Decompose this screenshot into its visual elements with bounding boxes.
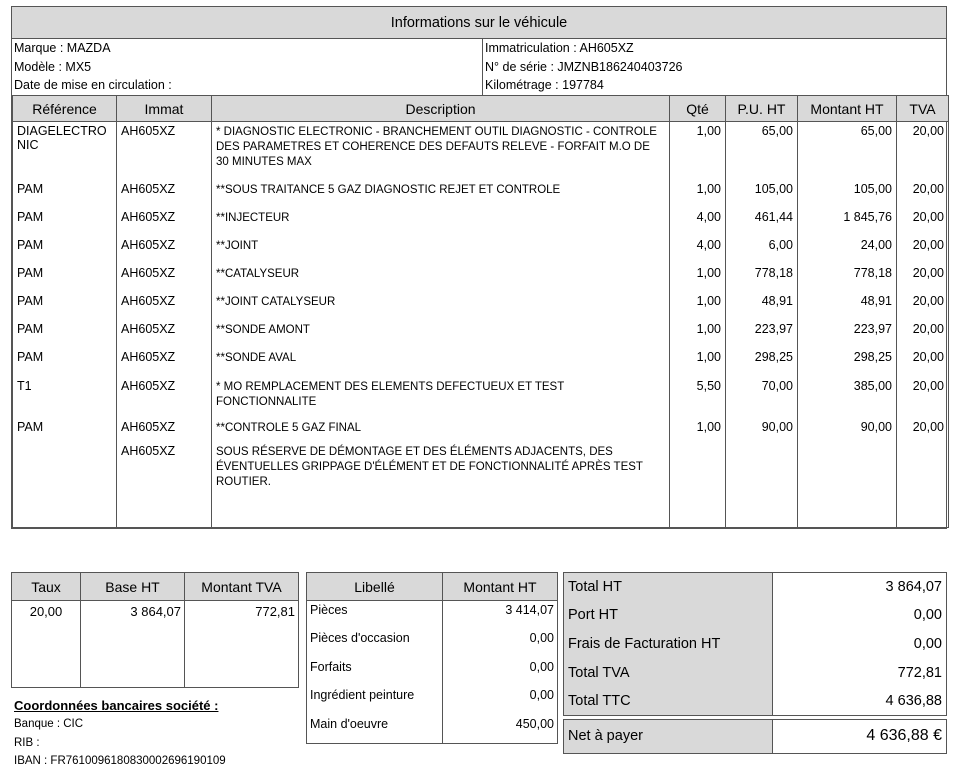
line-reference: T1 [13, 377, 117, 418]
line-unit-price: 48,91 [726, 292, 798, 320]
vat-summary-table [11, 572, 299, 688]
line-description: **CONTROLE 5 GAZ FINAL [212, 418, 670, 442]
line-amount: 90,00 [798, 418, 897, 442]
line-unit-price: 778,18 [726, 264, 798, 292]
line-vat: 20,00 [897, 208, 949, 236]
total-ht-row [564, 573, 947, 602]
line-reference: PAM [13, 292, 117, 320]
line-plate: AH605XZ [117, 320, 212, 348]
line-qty: 1,00 [670, 418, 726, 442]
line-description: **CATALYSEUR [212, 264, 670, 292]
line-amount: 65,00 [798, 122, 897, 180]
table-row [307, 658, 558, 687]
line-description: **INJECTEUR [212, 208, 670, 236]
line-plate: AH605XZ [117, 442, 212, 528]
line-unit-price: 70,00 [726, 377, 798, 418]
table-row [13, 236, 949, 264]
vehicle-info-right [483, 39, 946, 95]
line-reference: PAM [13, 418, 117, 442]
total-vat-label: Total TVA [564, 658, 773, 687]
line-qty: 1,00 [670, 264, 726, 292]
line-plate: AH605XZ [117, 348, 212, 377]
vehicle-info-panel [11, 6, 947, 529]
category-amount: 0,00 [443, 658, 558, 687]
category-label: Main d'oeuvre [307, 715, 443, 744]
bank-name: Banque : CIC [14, 718, 84, 730]
bank-rib: RIB : [14, 736, 40, 749]
line-vat: 20,00 [897, 320, 949, 348]
total-ttc-value: 4 636,88 [773, 687, 947, 716]
col-header-vat: TVA [897, 96, 949, 122]
line-vat: 20,00 [897, 348, 949, 377]
line-qty: 5,50 [670, 377, 726, 418]
col-header-qty: Qté [670, 96, 726, 122]
line-reference: PAM [13, 208, 117, 236]
line-vat: 20,00 [897, 236, 949, 264]
line-vat: 20,00 [897, 292, 949, 320]
line-unit-price: 65,00 [726, 122, 798, 180]
total-ht-value: 3 864,07 [773, 573, 947, 602]
line-plate: AH605XZ [117, 180, 212, 208]
line-amount: 223,97 [798, 320, 897, 348]
vehicle-model: Modèle : MX5 [14, 59, 92, 74]
category-amount: 450,00 [443, 715, 558, 744]
table-row [13, 292, 949, 320]
port-ht-value: 0,00 [773, 601, 947, 630]
vat-header-base: Base HT [81, 573, 185, 601]
line-unit-price: 298,25 [726, 348, 798, 377]
line-vat: 20,00 [897, 264, 949, 292]
line-plate: AH605XZ [117, 264, 212, 292]
billing-fees-label: Frais de Facturation HT [564, 630, 773, 659]
bank-details-title: Coordonnées bancaires société : [14, 698, 219, 713]
line-reference: DIAGELECTRONIC [13, 122, 117, 180]
vehicle-info-title: Informations sur le véhicule [12, 7, 946, 39]
line-description: **SONDE AVAL [212, 348, 670, 377]
table-row [13, 264, 949, 292]
port-ht-row [564, 601, 947, 630]
line-amount: 48,91 [798, 292, 897, 320]
total-ttc-row [564, 687, 947, 716]
line-reference: PAM [13, 348, 117, 377]
line-qty: 1,00 [670, 122, 726, 180]
table-row [13, 418, 949, 442]
line-unit-price [726, 442, 798, 528]
category-label: Pièces [307, 601, 443, 630]
vehicle-plate: Immatriculation : AH605XZ [485, 41, 634, 55]
invoice-lines-body [13, 122, 949, 528]
line-qty: 1,00 [670, 292, 726, 320]
table-row [307, 715, 558, 744]
line-description: **SOUS TRAITANCE 5 GAZ DIAGNOSTIC REJET ET CONTROLE [212, 180, 670, 208]
invoice-lines-table [12, 95, 949, 528]
category-amount: 3 414,07 [443, 601, 558, 630]
table-row [307, 686, 558, 715]
line-amount: 385,00 [798, 377, 897, 418]
bank-iban: IBAN : FR7610096180830002696190109 [14, 755, 226, 767]
line-plate: AH605XZ [117, 377, 212, 418]
line-plate: AH605XZ [117, 418, 212, 442]
line-amount: 298,25 [798, 348, 897, 377]
line-qty [670, 442, 726, 528]
port-ht-label: Port HT [564, 601, 773, 630]
table-row [307, 629, 558, 658]
line-reference: PAM [13, 264, 117, 292]
line-reference: PAM [13, 180, 117, 208]
line-qty: 1,00 [670, 348, 726, 377]
line-plate: AH605XZ [117, 122, 212, 180]
line-qty: 1,00 [670, 320, 726, 348]
table-row [13, 442, 949, 528]
vat-base: 3 864,07 [81, 601, 185, 688]
table-row [13, 208, 949, 236]
line-qty: 4,00 [670, 236, 726, 264]
table-row [13, 180, 949, 208]
line-description: * MO REMPLACEMENT DES ELEMENTS DEFECTUEUX ET TEST FONCTIONNALITE [212, 377, 670, 418]
vehicle-mileage: Kilométrage : 197784 [485, 78, 604, 92]
net-payable-label: Net à payer [564, 719, 773, 753]
vehicle-first-registration: Date de mise en circulation : [14, 78, 172, 92]
line-vat: 20,00 [897, 377, 949, 418]
vat-header-amount: Montant TVA [185, 573, 299, 601]
line-amount: 105,00 [798, 180, 897, 208]
category-header [307, 573, 558, 601]
vehicle-info-left [12, 39, 483, 95]
category-label: Ingrédient peinture [307, 686, 443, 715]
table-row [12, 601, 299, 688]
vehicle-serial: N° de série : JMZNB186240403726 [485, 59, 683, 74]
total-ht-label: Total HT [564, 573, 773, 602]
vat-rate: 20,00 [12, 601, 81, 688]
line-description: **JOINT CATALYSEUR [212, 292, 670, 320]
col-header-description: Description [212, 96, 670, 122]
vehicle-brand: Marque : MAZDA [14, 41, 111, 55]
line-description: **SONDE AMONT [212, 320, 670, 348]
line-vat: 20,00 [897, 418, 949, 442]
line-vat: 20,00 [897, 122, 949, 180]
table-row [13, 122, 949, 180]
col-header-reference: Référence [13, 96, 117, 122]
line-vat [897, 442, 949, 528]
line-unit-price: 90,00 [726, 418, 798, 442]
line-amount: 1 845,76 [798, 208, 897, 236]
category-header-label: Libellé [307, 573, 443, 601]
line-description: * DIAGNOSTIC ELECTRONIC - BRANCHEMENT OUTIL DIAGNOSTIC - CONTROLE DES PARAMETRES ET COHERENCE DES DEFAUTS RELEVE - FORFAIT M.O DE 30 MINUTES MAX [212, 122, 670, 180]
table-row [307, 601, 558, 630]
bank-details [14, 698, 226, 768]
line-plate: AH605XZ [117, 208, 212, 236]
billing-fees-row [564, 630, 947, 659]
net-payable-value: 4 636,88 € [773, 719, 947, 753]
line-unit-price: 223,97 [726, 320, 798, 348]
line-reference: PAM [13, 320, 117, 348]
net-payable-row [564, 719, 947, 753]
line-plate: AH605XZ [117, 292, 212, 320]
line-reference: PAM [13, 236, 117, 264]
line-qty: 4,00 [670, 208, 726, 236]
billing-fees-value: 0,00 [773, 630, 947, 659]
line-unit-price: 6,00 [726, 236, 798, 264]
line-amount: 778,18 [798, 264, 897, 292]
category-amount: 0,00 [443, 629, 558, 658]
total-vat-row [564, 658, 947, 687]
line-reference [13, 442, 117, 528]
col-header-immat: Immat [117, 96, 212, 122]
category-amount: 0,00 [443, 686, 558, 715]
vat-header [12, 573, 299, 601]
line-unit-price: 105,00 [726, 180, 798, 208]
line-description: SOUS RÉSERVE DE DÉMONTAGE ET DES ÉLÉMENTS ADJACENTS, DES ÉVENTUELLES GRIPPAGE D'ÉLÉMENT ET DE FONCTIONNALITÉ APRÈS TEST ROUTIER. [212, 442, 670, 528]
category-breakdown-table [306, 572, 558, 744]
vat-header-rate: Taux [12, 573, 81, 601]
line-amount [798, 442, 897, 528]
total-ttc-label: Total TTC [564, 687, 773, 716]
vehicle-info-body [12, 39, 946, 95]
table-row [13, 348, 949, 377]
col-header-amount: Montant HT [798, 96, 897, 122]
vat-amount: 772,81 [185, 601, 299, 688]
table-row [13, 320, 949, 348]
category-label: Pièces d'occasion [307, 629, 443, 658]
col-header-unit-price: P.U. HT [726, 96, 798, 122]
line-unit-price: 461,44 [726, 208, 798, 236]
line-amount: 24,00 [798, 236, 897, 264]
table-row [13, 377, 949, 418]
category-label: Forfaits [307, 658, 443, 687]
line-plate: AH605XZ [117, 236, 212, 264]
line-description: **JOINT [212, 236, 670, 264]
line-vat: 20,00 [897, 180, 949, 208]
category-header-amount: Montant HT [443, 573, 558, 601]
totals-table [563, 572, 947, 754]
invoice-lines-header [13, 96, 949, 122]
total-vat-value: 772,81 [773, 658, 947, 687]
line-qty: 1,00 [670, 180, 726, 208]
